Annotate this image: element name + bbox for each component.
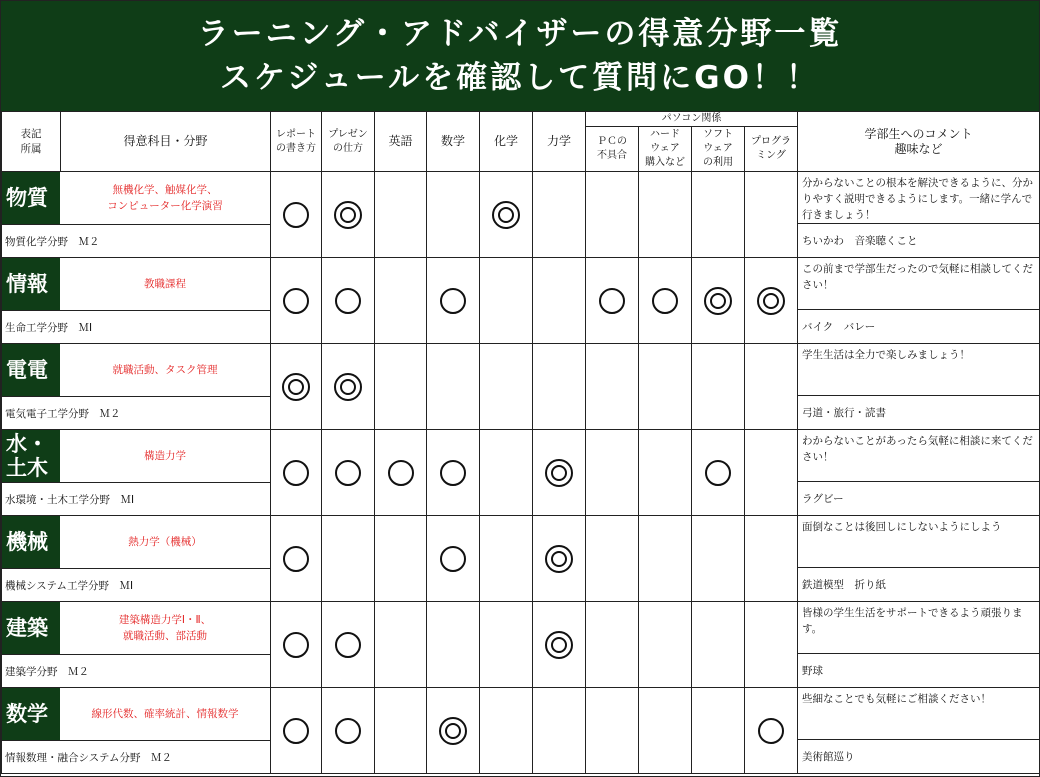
comment-cell [798,172,1040,258]
field-badge: 物質 [2,172,60,224]
student-comment: 学生生活は全力で楽しみましょう！ [798,344,1039,396]
department-label: 機械システム工学分野 ＭⅠ [5,579,134,592]
double-circle-mark [492,201,520,229]
mark-cell-pc_trouble [586,258,639,344]
double-circle-mark [757,287,785,315]
mark-cell-program [745,344,798,430]
single-circle-mark [388,460,414,486]
mark-cell-math [427,172,480,258]
single-circle-mark [283,632,309,658]
mark-cell-english [375,602,427,688]
student-comment: わからないことがあったら気軽に相談に来てください！ [798,430,1039,482]
hardware-header: ハード ウェア 購入など [639,127,692,172]
pc-group-header: パソコン関係 [586,112,798,127]
mark-cell-report [271,516,322,602]
comment-header: 学部生へのコメント 趣味など [798,112,1040,172]
advisor-info-cell [2,602,271,688]
advisor-info-cell [2,516,271,602]
program-header: プログラ ミング [745,127,798,172]
mark-cell-mech [533,688,586,774]
double-circle-mark [334,373,362,401]
mark-cell-report [271,430,322,516]
mark-cell-program [745,602,798,688]
field-badge: 建築 [2,602,60,654]
mark-cell-chem [480,258,533,344]
mark-cell-presen [322,688,375,774]
mark-cell-math [427,258,480,344]
department-label: 水環境・土木工学分野 ＭⅠ [5,493,135,506]
mark-cell-program [745,430,798,516]
single-circle-mark [440,460,466,486]
mark-cell-hardware [639,172,692,258]
specialty-subjects: 無機化学、触媒化学、 コンピューター化学演習 [107,184,223,212]
comment-cell [798,430,1040,516]
double-circle-mark [704,287,732,315]
mark-cell-pc_trouble [586,172,639,258]
department-label: 生命工学分野 ＭⅠ [5,321,93,334]
mark-cell-pc_trouble [586,430,639,516]
single-circle-mark [283,718,309,744]
department-label: 物質化学分野 Ｍ２ [5,235,100,248]
advisor-row [2,344,1040,430]
mark-cell-english [375,516,427,602]
mark-cell-english [375,258,427,344]
software-header: ソフト ウェア の利用 [692,127,745,172]
single-circle-mark [652,288,678,314]
mark-cell-pc_trouble [586,344,639,430]
mark-cell-hardware [639,602,692,688]
mark-cell-mech [533,258,586,344]
student-comment: 些細なことでも気軽にご相談ください！ [798,688,1039,740]
advisor-row [2,430,1040,516]
comment-cell [798,258,1040,344]
single-circle-mark [283,202,309,228]
title-banner [1,1,1039,111]
mark-cell-hardware [639,688,692,774]
mark-cell-hardware [639,258,692,344]
double-circle-mark [334,201,362,229]
student-comment: 皆様の学生生活をサポートできるよう頑張ります。 [798,602,1039,654]
student-comment: 面倒なことは後回しにしないようにしよう [798,516,1039,568]
pc-trouble-header: ＰＣの 不具合 [586,127,639,172]
single-circle-mark [440,288,466,314]
comment-cell [798,516,1040,602]
mark-cell-software [692,172,745,258]
hobby-text: 美術館巡り [802,750,855,763]
advisor-row [2,172,1040,258]
field-badge: 数学 [2,688,60,740]
department-label: 情報数理・融合システム分野 Ｍ２ [5,751,172,764]
single-circle-mark [758,718,784,744]
comment-cell [798,344,1040,430]
mark-cell-program [745,172,798,258]
specialty-subjects: 構造力学 [144,450,186,462]
chem-header: 化学 [480,112,533,172]
mark-cell-mech [533,516,586,602]
advisor-table [1,111,1040,774]
single-circle-mark [440,546,466,572]
mark-cell-software [692,344,745,430]
mark-cell-mech [533,602,586,688]
mark-cell-program [745,258,798,344]
advisor-row [2,688,1040,774]
advisor-info-cell [2,258,271,344]
single-circle-mark [283,288,309,314]
specialty-subjects: 教職課程 [144,278,186,290]
mech-header: 力学 [533,112,586,172]
mark-cell-chem [480,688,533,774]
field-badge: 水・ 土木 [2,430,60,482]
hobby-text: 弓道・旅行・読書 [802,406,886,419]
mark-cell-chem [480,172,533,258]
single-circle-mark [283,546,309,572]
single-circle-mark [705,460,731,486]
mark-cell-english [375,344,427,430]
advisor-info-cell [2,344,271,430]
double-circle-mark [545,545,573,573]
mark-cell-software [692,258,745,344]
mark-cell-presen [322,602,375,688]
mark-cell-hardware [639,430,692,516]
mark-cell-software [692,688,745,774]
mark-cell-chem [480,344,533,430]
title-line-1: ラーニング・アドバイザーの得意分野一覧 [197,16,843,52]
mark-cell-software [692,602,745,688]
advisor-row [2,516,1040,602]
mark-cell-software [692,430,745,516]
affil-subject-header [2,112,271,172]
mark-cell-report [271,688,322,774]
student-comment: 分からないことの根本を解決できるように、分かりやすく説明できるようにします。一緒に学んで行きましょう！ [798,172,1039,224]
hobby-text: ラグビー [802,492,844,505]
mark-cell-math [427,602,480,688]
hobby-text: 野球 [802,664,823,677]
department-label: 建築学分野 Ｍ２ [5,665,89,678]
affil-header: 表記 所属 [2,112,61,171]
mark-cell-english [375,172,427,258]
mark-cell-presen [322,258,375,344]
mark-cell-mech [533,430,586,516]
mark-cell-chem [480,516,533,602]
advisor-info-cell [2,688,271,774]
mark-cell-mech [533,172,586,258]
department-label: 電気電子工学分野 Ｍ２ [5,407,121,420]
title-line-2: スケジュールを確認して質問にGO！！ [220,60,820,96]
mark-cell-presen [322,516,375,602]
mark-cell-pc_trouble [586,602,639,688]
mark-cell-math [427,516,480,602]
mark-cell-pc_trouble [586,688,639,774]
subject-header: 得意科目・分野 [123,134,208,148]
single-circle-mark [599,288,625,314]
mark-cell-report [271,258,322,344]
advisor-info-cell [2,430,271,516]
specialty-subjects: 建築構造力学Ⅰ・Ⅱ、 就職活動、部活動 [118,614,212,642]
field-badge: 電電 [2,344,60,396]
advisor-info-cell [2,172,271,258]
advisor-row [2,258,1040,344]
math-header: 数学 [427,112,480,172]
single-circle-mark [335,718,361,744]
comment-cell [798,688,1040,774]
advisor-row [2,602,1040,688]
mark-cell-mech [533,344,586,430]
mark-cell-pc_trouble [586,516,639,602]
field-badge: 機械 [2,516,60,568]
mark-cell-presen [322,172,375,258]
mark-cell-program [745,516,798,602]
mark-cell-math [427,344,480,430]
mark-cell-report [271,172,322,258]
double-circle-mark [545,459,573,487]
mark-cell-math [427,430,480,516]
mark-cell-presen [322,344,375,430]
mark-cell-program [745,688,798,774]
double-circle-mark [439,717,467,745]
mark-cell-report [271,344,322,430]
student-comment: この前まで学部生だったので気軽に相談してください！ [798,258,1039,310]
comment-cell [798,602,1040,688]
mark-cell-hardware [639,516,692,602]
mark-cell-english [375,430,427,516]
mark-cell-math [427,688,480,774]
mark-cell-chem [480,430,533,516]
specialty-subjects: 就職活動、タスク管理 [112,364,218,376]
single-circle-mark [335,460,361,486]
mark-cell-hardware [639,344,692,430]
specialty-subjects: 線形代数、確率統計、情報数学 [91,708,239,720]
field-badge: 情報 [2,258,60,310]
mark-cell-english [375,688,427,774]
hobby-text: 鉄道模型 折り紙 [802,578,886,591]
hobby-text: バイク バレー [802,320,876,333]
english-header: 英語 [375,112,427,172]
mark-cell-presen [322,430,375,516]
double-circle-mark [545,631,573,659]
single-circle-mark [283,460,309,486]
mark-cell-software [692,516,745,602]
mark-cell-chem [480,602,533,688]
report-header: レポート の書き方 [271,112,322,172]
double-circle-mark [282,373,310,401]
single-circle-mark [335,632,361,658]
hobby-text: ちいかわ 音楽聴くこと [802,234,918,247]
specialty-subjects: 熱力学（機械） [128,536,202,548]
presen-header: プレゼン の仕方 [322,112,375,172]
single-circle-mark [335,288,361,314]
mark-cell-report [271,602,322,688]
